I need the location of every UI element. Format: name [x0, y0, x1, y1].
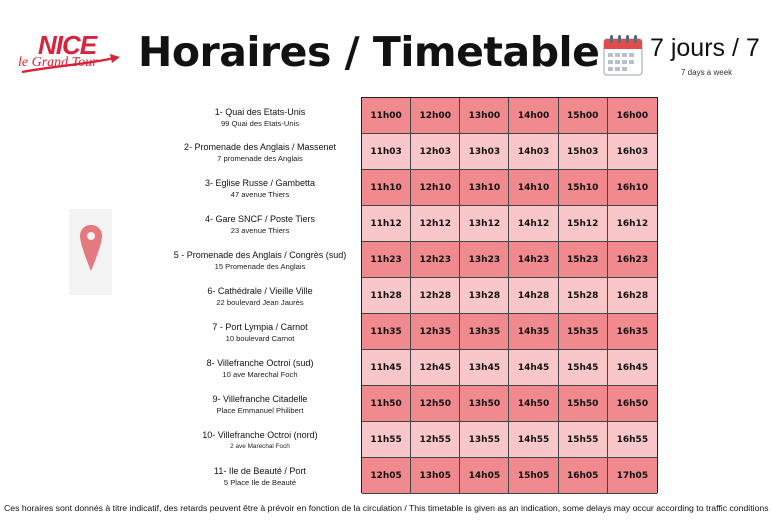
- time-cell: 16h00: [608, 98, 657, 134]
- timetable-row: [362, 170, 657, 206]
- stop-name: 11- Ile de Beauté / Port: [214, 466, 306, 476]
- time-cell: 13h03: [460, 134, 509, 170]
- stop-2: [160, 141, 360, 177]
- time-cell: 13h10: [460, 170, 509, 206]
- stop-address: 7 promenade des Anglais: [217, 154, 303, 163]
- time-cell: 14h23: [509, 242, 558, 278]
- stop-7: [160, 321, 360, 357]
- timetable-row: [362, 98, 657, 134]
- time-cell: 15h45: [559, 350, 608, 386]
- time-cell: 11h10: [362, 170, 411, 206]
- stop-8: [160, 357, 360, 393]
- stop-name: 2- Promenade des Anglais / Massenet: [183, 142, 337, 152]
- time-cell: 11h23: [362, 242, 411, 278]
- timetable-row: [362, 458, 657, 494]
- time-cell: 13h50: [460, 386, 509, 422]
- stop-address: 10 ave Marechal Foch: [222, 370, 298, 379]
- time-cell: 16h55: [608, 422, 657, 458]
- stop-address: 5 Place Ile de Beauté: [223, 478, 297, 487]
- stop-1: [160, 106, 360, 142]
- time-cell: 14h55: [509, 422, 558, 458]
- stop-3: [160, 177, 360, 213]
- timetable-grid: [361, 97, 658, 493]
- stop-10: [160, 429, 360, 465]
- timetable-row: [362, 206, 657, 242]
- time-cell: 12h35: [411, 314, 460, 350]
- time-cell: 14h45: [509, 350, 558, 386]
- timetable-row: [362, 278, 657, 314]
- time-cell: 11h35: [362, 314, 411, 350]
- stop-6: [160, 285, 360, 321]
- timetable-row: [362, 242, 657, 278]
- time-cell: 12h00: [411, 98, 460, 134]
- stop-name: 4- Gare SNCF / Poste Tiers: [204, 214, 316, 224]
- time-cell: 13h45: [460, 350, 509, 386]
- time-cell: 16h28: [608, 278, 657, 314]
- time-cell: 16h05: [559, 458, 608, 494]
- time-cell: 11h00: [362, 98, 411, 134]
- time-cell: 14h00: [509, 98, 558, 134]
- time-cell: 11h45: [362, 350, 411, 386]
- time-cell: 11h12: [362, 206, 411, 242]
- time-cell: 14h05: [460, 458, 509, 494]
- time-cell: 16h35: [608, 314, 657, 350]
- calendar-icon: [603, 34, 643, 76]
- time-cell: 15h05: [509, 458, 558, 494]
- page-title: Horaires / Timetable: [138, 28, 600, 76]
- time-cell: 14h12: [509, 206, 558, 242]
- time-cell: 11h55: [362, 422, 411, 458]
- stop-address: 23 avenue Thiers: [230, 226, 290, 235]
- stop-address: 10 boulevard Carnot: [225, 334, 295, 343]
- stop-address: 99 Quai des Etats-Unis: [220, 119, 300, 128]
- time-cell: 14h03: [509, 134, 558, 170]
- time-cell: 16h50: [608, 386, 657, 422]
- stop-name: 3- Eglise Russe / Gambetta: [204, 178, 316, 188]
- time-cell: 15h23: [559, 242, 608, 278]
- stop-address: 22 boulevard Jean Jaurès: [216, 298, 304, 307]
- time-cell: 14h28: [509, 278, 558, 314]
- time-cell: 12h50: [411, 386, 460, 422]
- time-cell: 15h50: [559, 386, 608, 422]
- map-pin-panel: [69, 209, 112, 295]
- logo-brand: NICE: [38, 30, 97, 60]
- time-cell: 13h00: [460, 98, 509, 134]
- stop-address: 15 Promenade des Anglais: [214, 262, 306, 271]
- timetable-row: [362, 422, 657, 458]
- time-cell: 15h10: [559, 170, 608, 206]
- stop-name: 9- Villefranche Citadelle: [212, 394, 308, 404]
- stop-name: 10- Villefranche Octroi (nord): [202, 430, 318, 440]
- stop-name: 8- Villefranche Octroi (sud): [206, 358, 314, 368]
- stop-9: [160, 393, 360, 429]
- map-pin-icon: [79, 223, 103, 275]
- time-cell: 15h28: [559, 278, 608, 314]
- days-per-week-english: 7 days a week: [681, 68, 733, 77]
- logo-tagline: le Grand Tour: [18, 55, 98, 70]
- time-cell: 12h28: [411, 278, 460, 314]
- disclaimer-footer: Ces horaires sont donnés à titre indicatif, des retards peuvent être à prévoir en fonction de la circulation / This timetable is given as an indication, some delays may occur according to traffic conditions: [4, 503, 769, 513]
- time-cell: 14h10: [509, 170, 558, 206]
- time-cell: 15h00: [559, 98, 608, 134]
- time-cell: 11h50: [362, 386, 411, 422]
- time-cell: 13h05: [411, 458, 460, 494]
- time-cell: 13h12: [460, 206, 509, 242]
- timetable-row: [362, 386, 657, 422]
- time-cell: 15h12: [559, 206, 608, 242]
- time-cell: 13h28: [460, 278, 509, 314]
- stop-4: [160, 213, 360, 249]
- time-cell: 14h50: [509, 386, 558, 422]
- time-cell: 16h45: [608, 350, 657, 386]
- time-cell: 17h05: [608, 458, 657, 494]
- time-cell: 16h03: [608, 134, 657, 170]
- time-cell: 15h35: [559, 314, 608, 350]
- stop-name: 5 - Promenade des Anglais / Congrès (sud): [173, 250, 347, 260]
- time-cell: 12h23: [411, 242, 460, 278]
- time-cell: 16h12: [608, 206, 657, 242]
- time-cell: 11h03: [362, 134, 411, 170]
- time-cell: 12h03: [411, 134, 460, 170]
- stop-5: [160, 249, 360, 285]
- time-cell: 15h55: [559, 422, 608, 458]
- time-cell: 16h23: [608, 242, 657, 278]
- stop-name: 1- Quai des Etats-Unis: [214, 107, 306, 117]
- time-cell: 11h28: [362, 278, 411, 314]
- time-cell: 14h35: [509, 314, 558, 350]
- stop-address: Place Emmanuel Philibert: [216, 406, 304, 415]
- time-cell: 13h35: [460, 314, 509, 350]
- days-per-week: 7 jours / 7: [650, 34, 760, 62]
- time-cell: 12h45: [411, 350, 460, 386]
- timetable-row: [362, 134, 657, 170]
- timetable-row: [362, 314, 657, 350]
- nice-le-grand-tour-logo: [14, 30, 124, 80]
- time-cell: 12h55: [411, 422, 460, 458]
- stop-address: 47 avenue Thiers: [230, 190, 290, 199]
- stop-name: 6- Cathédrale / Vieille Ville: [207, 286, 313, 296]
- timetable-row: [362, 350, 657, 386]
- stop-name: 7 - Port Lympia / Carnot: [212, 322, 308, 332]
- time-cell: 12h12: [411, 206, 460, 242]
- stop-11: [160, 465, 360, 501]
- time-cell: 13h23: [460, 242, 509, 278]
- time-cell: 15h03: [559, 134, 608, 170]
- time-cell: 12h05: [362, 458, 411, 494]
- time-cell: 16h10: [608, 170, 657, 206]
- time-cell: 12h10: [411, 170, 460, 206]
- time-cell: 13h55: [460, 422, 509, 458]
- stop-address: 2 ave Marechal Foch: [230, 443, 290, 450]
